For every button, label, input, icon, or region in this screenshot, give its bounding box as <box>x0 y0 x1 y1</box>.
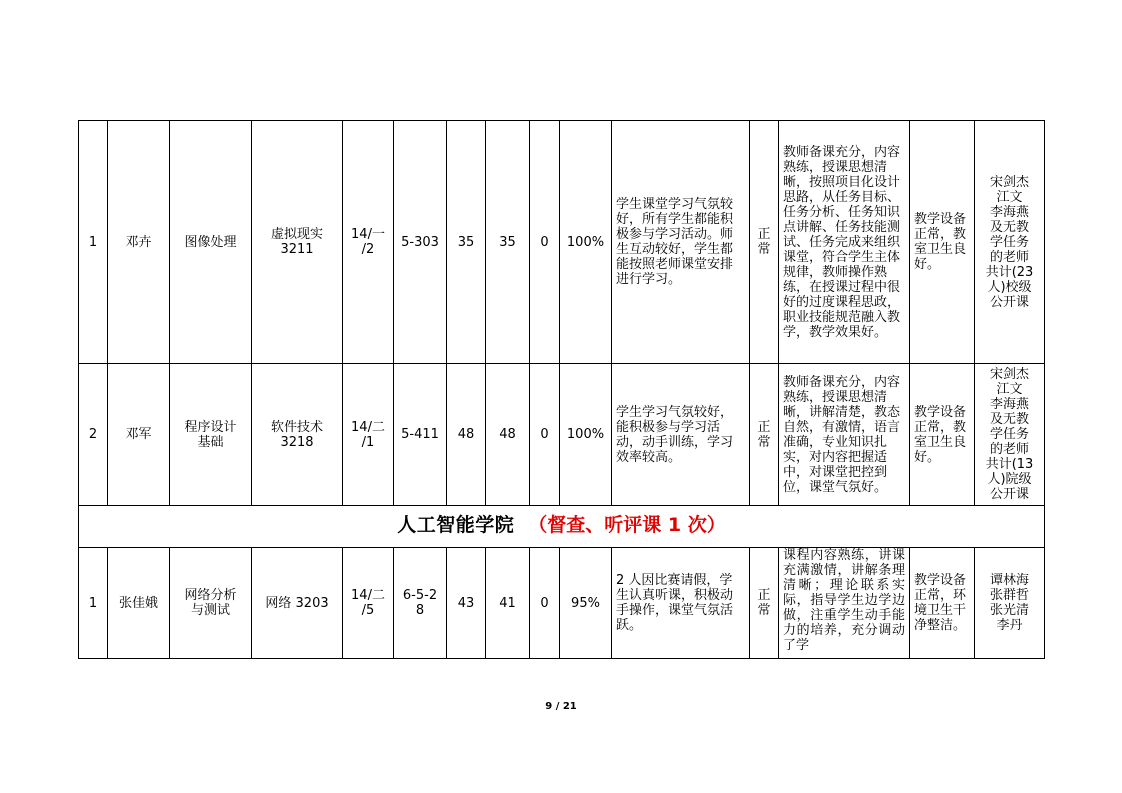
teacher-evaluation-cell <box>779 548 910 659</box>
absent-count: 0 <box>530 548 560 659</box>
row-number: 1 <box>79 548 108 659</box>
week-period: 14/一 /2 <box>343 121 394 364</box>
inspection-table <box>78 120 1045 659</box>
teacher-name: 邓卉 <box>108 121 170 364</box>
attendance-rate: 95% <box>560 548 612 659</box>
table-row <box>79 121 1045 364</box>
page-number: 9 / 21 <box>545 701 577 712</box>
student-status: 学生课堂学习气氛较好，所有学生都能积极参与学习活动。师生互动较好，学生都能按照老师课堂安排进行学习。 <box>612 121 750 364</box>
environment-status: 教学设备正常，教室卫生良好。 <box>910 121 975 364</box>
classroom: 5-411 <box>394 364 447 506</box>
classroom: 6-5-2 8 <box>394 548 447 659</box>
order-status: 正 常 <box>757 227 771 257</box>
remark: 谭林海 张群哲 张光清 李丹 <box>975 548 1045 659</box>
teacher-evaluation: 教师备课充分，内容熟练，授课思想清晰，按照项目化设计思路，从任务目标、任务分析、任务知识点讲解、任务技能测试、任务完成来组织课堂，符合学生主体规律，教师操作熟练，在授课过程中很好的过度课程思政，职业技能规范融入教学，教学效果好。 <box>779 121 910 364</box>
course-name: 网络分析 与测试 <box>170 548 252 659</box>
student-status: 学生学习气氛较好，能积极参与学习活动，动手训练，学习效率较高。 <box>612 364 750 506</box>
actual-attend: 35 <box>486 121 530 364</box>
actual-attend: 48 <box>486 364 530 506</box>
section-header-row <box>79 506 1045 548</box>
environment-status: 教学设备正常，教室卫生良好。 <box>910 364 975 506</box>
class-name: 网络 3203 <box>252 548 343 659</box>
class-name: 软件技术 3218 <box>252 364 343 506</box>
course-name: 图像处理 <box>170 121 252 364</box>
student-status: 2 人因比赛请假，学生认真听课，积极动手操作，课堂气氛活跃。 <box>612 548 750 659</box>
teacher-name: 邓军 <box>108 364 170 506</box>
order-status: 正 常 <box>757 419 771 450</box>
table-row <box>79 364 1045 506</box>
should-attend: 48 <box>447 364 486 506</box>
row-number: 2 <box>79 364 108 506</box>
section-title: 人工智能学院 <box>397 514 515 536</box>
week-period: 14/二 /5 <box>343 548 394 659</box>
order-status: 正 常 <box>757 588 771 618</box>
remark: 宋剑杰 江文 李海燕 及无教 学任务 的老师 共计(13 人)院级 公开课 <box>975 364 1045 506</box>
attendance-rate: 100% <box>560 121 612 364</box>
section-header <box>79 506 1045 548</box>
table-row <box>79 548 1045 659</box>
class-name: 虚拟现实 3211 <box>252 121 343 364</box>
should-attend: 43 <box>447 548 486 659</box>
row-number: 1 <box>79 121 108 364</box>
week-period: 14/二 /1 <box>343 364 394 506</box>
remark: 宋剑杰 江文 李海燕 及无教 学任务 的老师 共计(23 人)校级 公开课 <box>975 121 1045 364</box>
course-name: 程序设计 基础 <box>170 364 252 506</box>
classroom: 5-303 <box>394 121 447 364</box>
actual-attend: 41 <box>486 548 530 659</box>
absent-count: 0 <box>530 364 560 506</box>
order-cell <box>750 364 779 506</box>
teacher-evaluation: 课程内容熟练，讲课充满激情，讲解条理清晰；理论联系实际，指导学生边学边做，注重学生动手能力的培养，充分调动了学 <box>783 548 905 653</box>
environment-status: 教学设备正常，环境卫生干净整洁。 <box>910 548 975 659</box>
teacher-evaluation: 教师备课充分，内容熟练，授课思想清晰，讲解清楚，教态自然，有激情，语言准确，专业知识扎实，对内容把握适中，对课堂把控到位，课堂气氛好。 <box>779 364 910 506</box>
section-note: （督查、听评课 1 次） <box>528 514 726 536</box>
order-cell <box>750 548 779 659</box>
order-cell <box>750 121 779 364</box>
should-attend: 35 <box>447 121 486 364</box>
absent-count: 0 <box>530 121 560 364</box>
attendance-rate: 100% <box>560 364 612 506</box>
teacher-name: 张佳娥 <box>108 548 170 659</box>
